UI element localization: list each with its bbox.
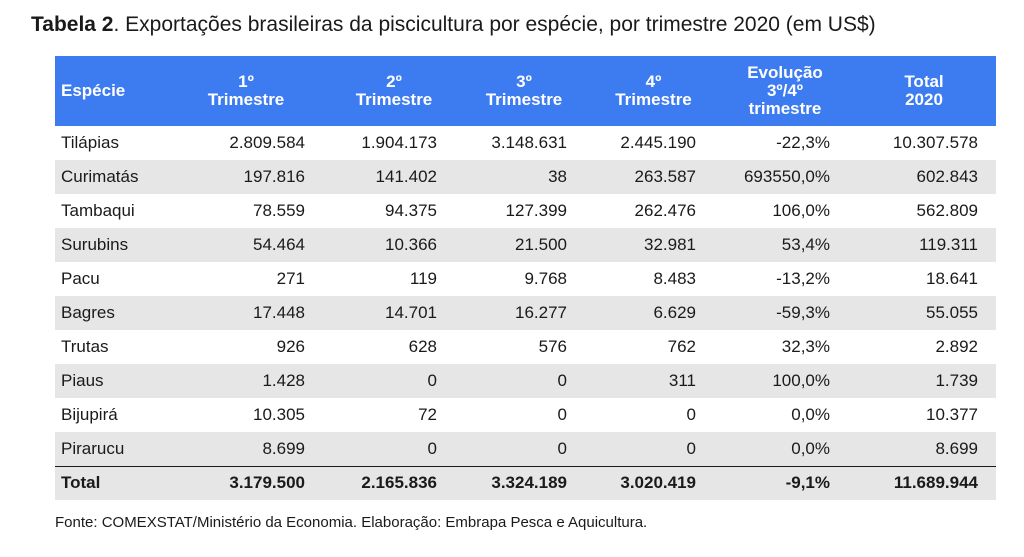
value-cell: 10.307.578 <box>892 133 978 152</box>
value-cell: 263.587 <box>634 167 696 186</box>
header-line: Trimestre <box>207 90 285 109</box>
table-row <box>55 296 996 330</box>
header-q2 <box>329 56 459 126</box>
value-cell: 311 <box>668 371 696 390</box>
species-cell: Pacu <box>61 269 100 288</box>
table-row <box>55 228 996 262</box>
value-cell: 38 <box>548 167 567 186</box>
value-cell: 1.739 <box>935 371 978 390</box>
value-cell: 10.366 <box>385 235 437 254</box>
table-row <box>55 330 996 364</box>
header-q1 <box>163 56 329 126</box>
table-row <box>55 432 996 466</box>
value-cell: 0 <box>686 438 696 458</box>
value-cell: 926 <box>276 337 305 356</box>
table-title <box>31 10 876 40</box>
value-cell: 14.701 <box>385 303 437 322</box>
value-cell: 18.641 <box>926 269 978 288</box>
value-cell: 53,4% <box>781 235 830 254</box>
table-title-label: Tabela 2 <box>31 13 114 36</box>
header-line: Trimestre <box>485 90 563 109</box>
header-total <box>852 56 996 126</box>
value-cell: 54.464 <box>253 235 305 254</box>
value-cell: 6.629 <box>653 303 696 322</box>
value-cell: 693550,0% <box>743 167 830 186</box>
header-line: Espécie <box>61 81 126 100</box>
table-row <box>55 194 996 228</box>
header-line: 1º <box>238 72 254 91</box>
value-cell: 2.892 <box>935 337 978 356</box>
header-line: trimestre <box>748 99 822 118</box>
header-evolucao <box>718 56 852 126</box>
header-line: 4º <box>645 72 662 91</box>
value-cell: -59,3% <box>776 303 830 322</box>
value-cell: 32,3% <box>781 337 830 356</box>
species-cell: Trutas <box>61 337 109 356</box>
value-cell: 119 <box>409 269 437 288</box>
header-line: 2º <box>386 72 402 91</box>
value-cell: 0,0% <box>791 438 830 458</box>
value-cell: 0 <box>557 438 567 458</box>
species-cell: Surubins <box>61 235 129 254</box>
value-cell: 576 <box>538 337 567 356</box>
species-cell: Pirarucu <box>61 438 125 458</box>
value-cell: 0 <box>686 405 696 424</box>
value-cell: 141.402 <box>375 167 437 186</box>
value-cell: 10.377 <box>926 405 978 424</box>
value-cell: 1.904.173 <box>361 133 437 152</box>
value-cell: 100,0% <box>772 371 830 390</box>
table-row <box>55 126 996 160</box>
value-cell: 3.179.500 <box>229 473 305 493</box>
value-cell: 2.445.190 <box>620 133 696 152</box>
value-cell: 8.483 <box>653 269 696 288</box>
value-cell: -22,3% <box>776 133 830 152</box>
value-cell: 3.020.419 <box>620 473 696 493</box>
header-row <box>55 56 996 126</box>
value-cell: 55.055 <box>926 303 978 322</box>
value-cell: 119.311 <box>919 235 978 254</box>
value-cell: 16.277 <box>515 303 567 322</box>
value-cell: 0 <box>557 371 567 390</box>
source-note: Fonte: COMEXSTAT/Ministério da Economia. Elaboração: Embrapa Pesca e Aquicultura. <box>55 514 648 531</box>
header-q3 <box>459 56 589 126</box>
value-cell: 0 <box>557 405 567 424</box>
value-cell: 127.399 <box>505 201 567 220</box>
value-cell: 17.448 <box>253 303 305 322</box>
table-row <box>55 398 996 432</box>
table-body <box>55 126 996 500</box>
value-cell: 197.816 <box>243 167 305 186</box>
table-row <box>55 262 996 296</box>
value-cell: 78.559 <box>253 201 305 220</box>
value-cell: -9,1% <box>785 473 830 493</box>
header-line: Trimestre <box>615 90 692 109</box>
species-cell: Bijupirá <box>61 405 118 424</box>
header-line: Total <box>904 72 944 91</box>
value-cell: 11.689.944 <box>893 473 978 493</box>
table-row <box>55 364 996 398</box>
value-cell: 94.375 <box>385 201 437 220</box>
species-cell: Piaus <box>61 371 104 390</box>
species-cell: Bagres <box>61 303 115 322</box>
header-line: Evolução <box>747 63 823 82</box>
value-cell: 1.428 <box>262 371 305 390</box>
value-cell: 8.699 <box>262 438 305 458</box>
species-cell: Tambaqui <box>61 201 135 220</box>
value-cell: -13,2% <box>776 269 830 288</box>
value-cell: 562.809 <box>916 201 978 220</box>
header-line: 2020 <box>905 90 943 109</box>
header-q4 <box>589 56 718 126</box>
header-line: Trimestre <box>355 90 433 109</box>
value-cell: 0 <box>427 371 437 390</box>
value-cell: 262.476 <box>634 201 696 220</box>
exports-table <box>55 56 996 500</box>
value-cell: 2.165.836 <box>361 473 437 493</box>
value-cell: 0 <box>427 438 437 458</box>
value-cell: 0,0% <box>791 405 830 424</box>
species-cell: Tilápias <box>61 133 119 152</box>
header-especie <box>55 56 163 126</box>
value-cell: 21.500 <box>515 235 567 254</box>
value-cell: 602.843 <box>916 167 978 186</box>
value-cell: 106,0% <box>772 201 830 220</box>
total-row <box>55 466 996 500</box>
value-cell: 8.699 <box>935 438 978 458</box>
value-cell: 10.305 <box>253 405 305 424</box>
value-cell: 3.324.189 <box>491 473 567 493</box>
table-row <box>55 160 996 194</box>
value-cell: 628 <box>408 337 437 356</box>
value-cell: 72 <box>418 405 437 424</box>
species-cell: Curimatás <box>61 167 139 186</box>
header-line: 3º/4º <box>766 81 804 100</box>
value-cell: 2.809.584 <box>229 133 305 152</box>
table-title-text: . Exportações brasileiras da piscicultura por espécie, por trimestre 2020 (em US$) <box>113 13 876 36</box>
value-cell: 9.768 <box>524 269 567 288</box>
species-cell: Total <box>61 473 101 493</box>
value-cell: 3.148.631 <box>491 133 567 152</box>
value-cell: 271 <box>276 269 305 288</box>
header-line: 3º <box>516 72 532 91</box>
value-cell: 762 <box>667 337 696 356</box>
value-cell: 32.981 <box>644 235 696 254</box>
